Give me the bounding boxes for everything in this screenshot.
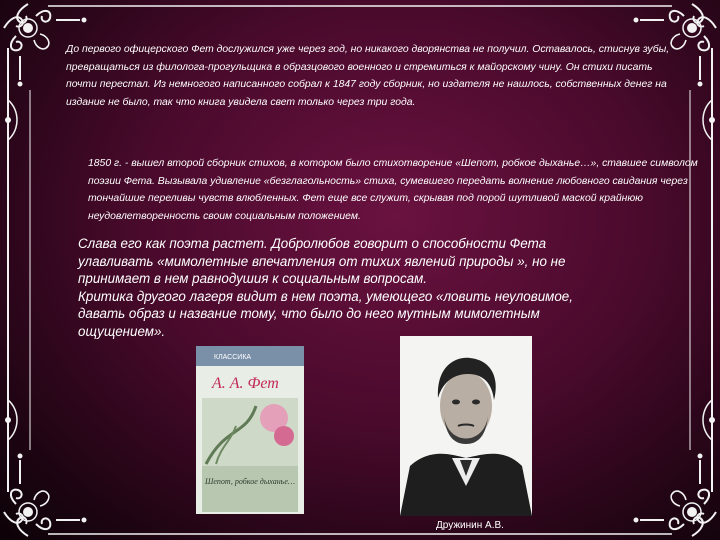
book-title: Шепот, робкое дыханье… — [205, 477, 295, 486]
paragraph-3 — [78, 235, 618, 341]
book-series: КЛАССИКА — [214, 354, 252, 361]
druzhinin-portrait-image — [400, 336, 532, 516]
paragraph-2: 1850 г. - вышел второй сборник стихов, в котором было стихотворение «Шепот, робкое дыханье…», ставшее символом поэзии Фета. Вызывала удивление «безглагольность» стиха, сумевшего передать волнение любовного свидания через тончайшие переливы чувств влюбленных. Фет еще все служит, скрывая под порой шутливой маской крайнюю неудовлетворенность своим социальным положением. — [88, 158, 698, 222]
portrait-caption: Дружинин А.В. — [436, 520, 504, 531]
paragraph-3-part-1: Слава его как поэта растет. Добролюбов говорит о способности Фета улавливать «мимолетные впечатления от тихих явлений природы », но не принимает в нем равнодушия к социальным вопросам. — [78, 236, 566, 287]
book-author: А. А. Фет — [212, 375, 279, 392]
paragraph-3-part-2: Критика другого лагеря видит в нем поэта, умеющего «ловить неуловимое, давать образ и название тому, что было до него мутным мимолетным ощущением». — [78, 288, 573, 339]
book-cover-image — [196, 346, 304, 514]
paragraph-1: До первого офицерского Фет дослужился уже через год, но никакого дворянства не получил. Оставалось, стиснув зубы, превращаться из филолога-прогульщика в образцового военного и стремиться к майорскому чину. Он стихи писать почти перестал. Из немногого написанного собрал к 1847 году сборник, но издателя не нашлось, собственных денег на издание не было, так что книга увидела свет только через три года. — [66, 44, 670, 108]
